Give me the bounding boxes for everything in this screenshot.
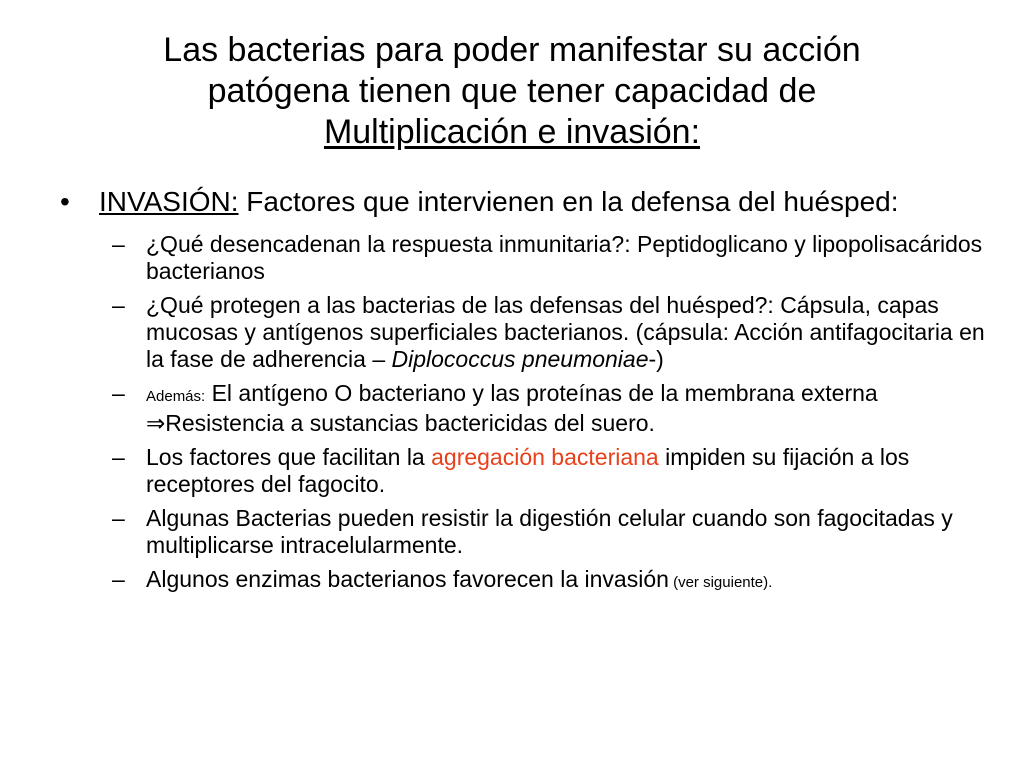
- sub-item-4-text: Los factores que facilitan la: [146, 444, 432, 470]
- sub-item-3-label: Además:: [146, 388, 206, 405]
- title-line-2: patógena tienen que tener capacidad de: [207, 72, 817, 110]
- sub-item-5-text: Algunas Bacterias pueden resistir la digestión celular cuando son fagocitadas y multiplicarse intracelularmente.: [146, 505, 953, 558]
- sub-item-4: [58, 444, 988, 498]
- sub-item-2: [58, 292, 988, 373]
- sub-item-1: [58, 231, 988, 285]
- bullet-text: Factores que intervienen en la defensa del huésped:: [238, 186, 899, 217]
- bullet-invasion: [58, 186, 988, 217]
- sub-item-4-end: impiden su fijación a los receptores del fagocito.: [146, 444, 910, 497]
- sub-item-2-species: Diplococcus pneumoniae: [391, 346, 649, 372]
- dash-marker: –: [112, 231, 125, 257]
- sub-item-5: [58, 505, 988, 559]
- bullet-marker: •: [60, 186, 70, 217]
- slide-content: [58, 186, 988, 603]
- sub-item-2-end: -): [648, 346, 664, 372]
- title-line-3: Multiplicación e invasión:: [323, 113, 701, 151]
- dash-marker: –: [112, 380, 125, 406]
- dash-marker: –: [112, 444, 125, 470]
- sub-item-6-note: (ver siguiente).: [668, 574, 773, 591]
- dash-marker: –: [112, 566, 125, 592]
- sub-item-2-text: ¿Qué protegen a las bacterias de las defensas del huésped?: Cápsula, capas mucosas y antígenos superficiales bacterianos. (cápsula: Acción antifagocitaria en la fase de adherencia –: [146, 292, 985, 372]
- sub-item-6-text: Algunos enzimas bacterianos favorecen la invasión: [146, 566, 669, 592]
- dash-marker: –: [112, 292, 125, 318]
- dash-marker: –: [112, 505, 125, 531]
- sub-item-6: [58, 566, 988, 596]
- bullet-heading: INVASIÓN:: [99, 186, 239, 217]
- slide-title: [60, 30, 964, 153]
- title-line-1: Las bacterias para poder manifestar su acción: [163, 31, 861, 69]
- sub-item-4-highlight: agregación bacteriana: [431, 444, 659, 470]
- sub-item-3-text: El antígeno O bacteriano y las proteínas de la membrana externa ⇒Resistencia a sustancias bactericidas del suero.: [146, 380, 878, 436]
- sub-item-3: [58, 380, 988, 437]
- sub-item-1-text: ¿Qué desencadenan la respuesta inmunitaria?: Peptidoglicano y lipopolisacáridos bacterianos: [146, 231, 983, 284]
